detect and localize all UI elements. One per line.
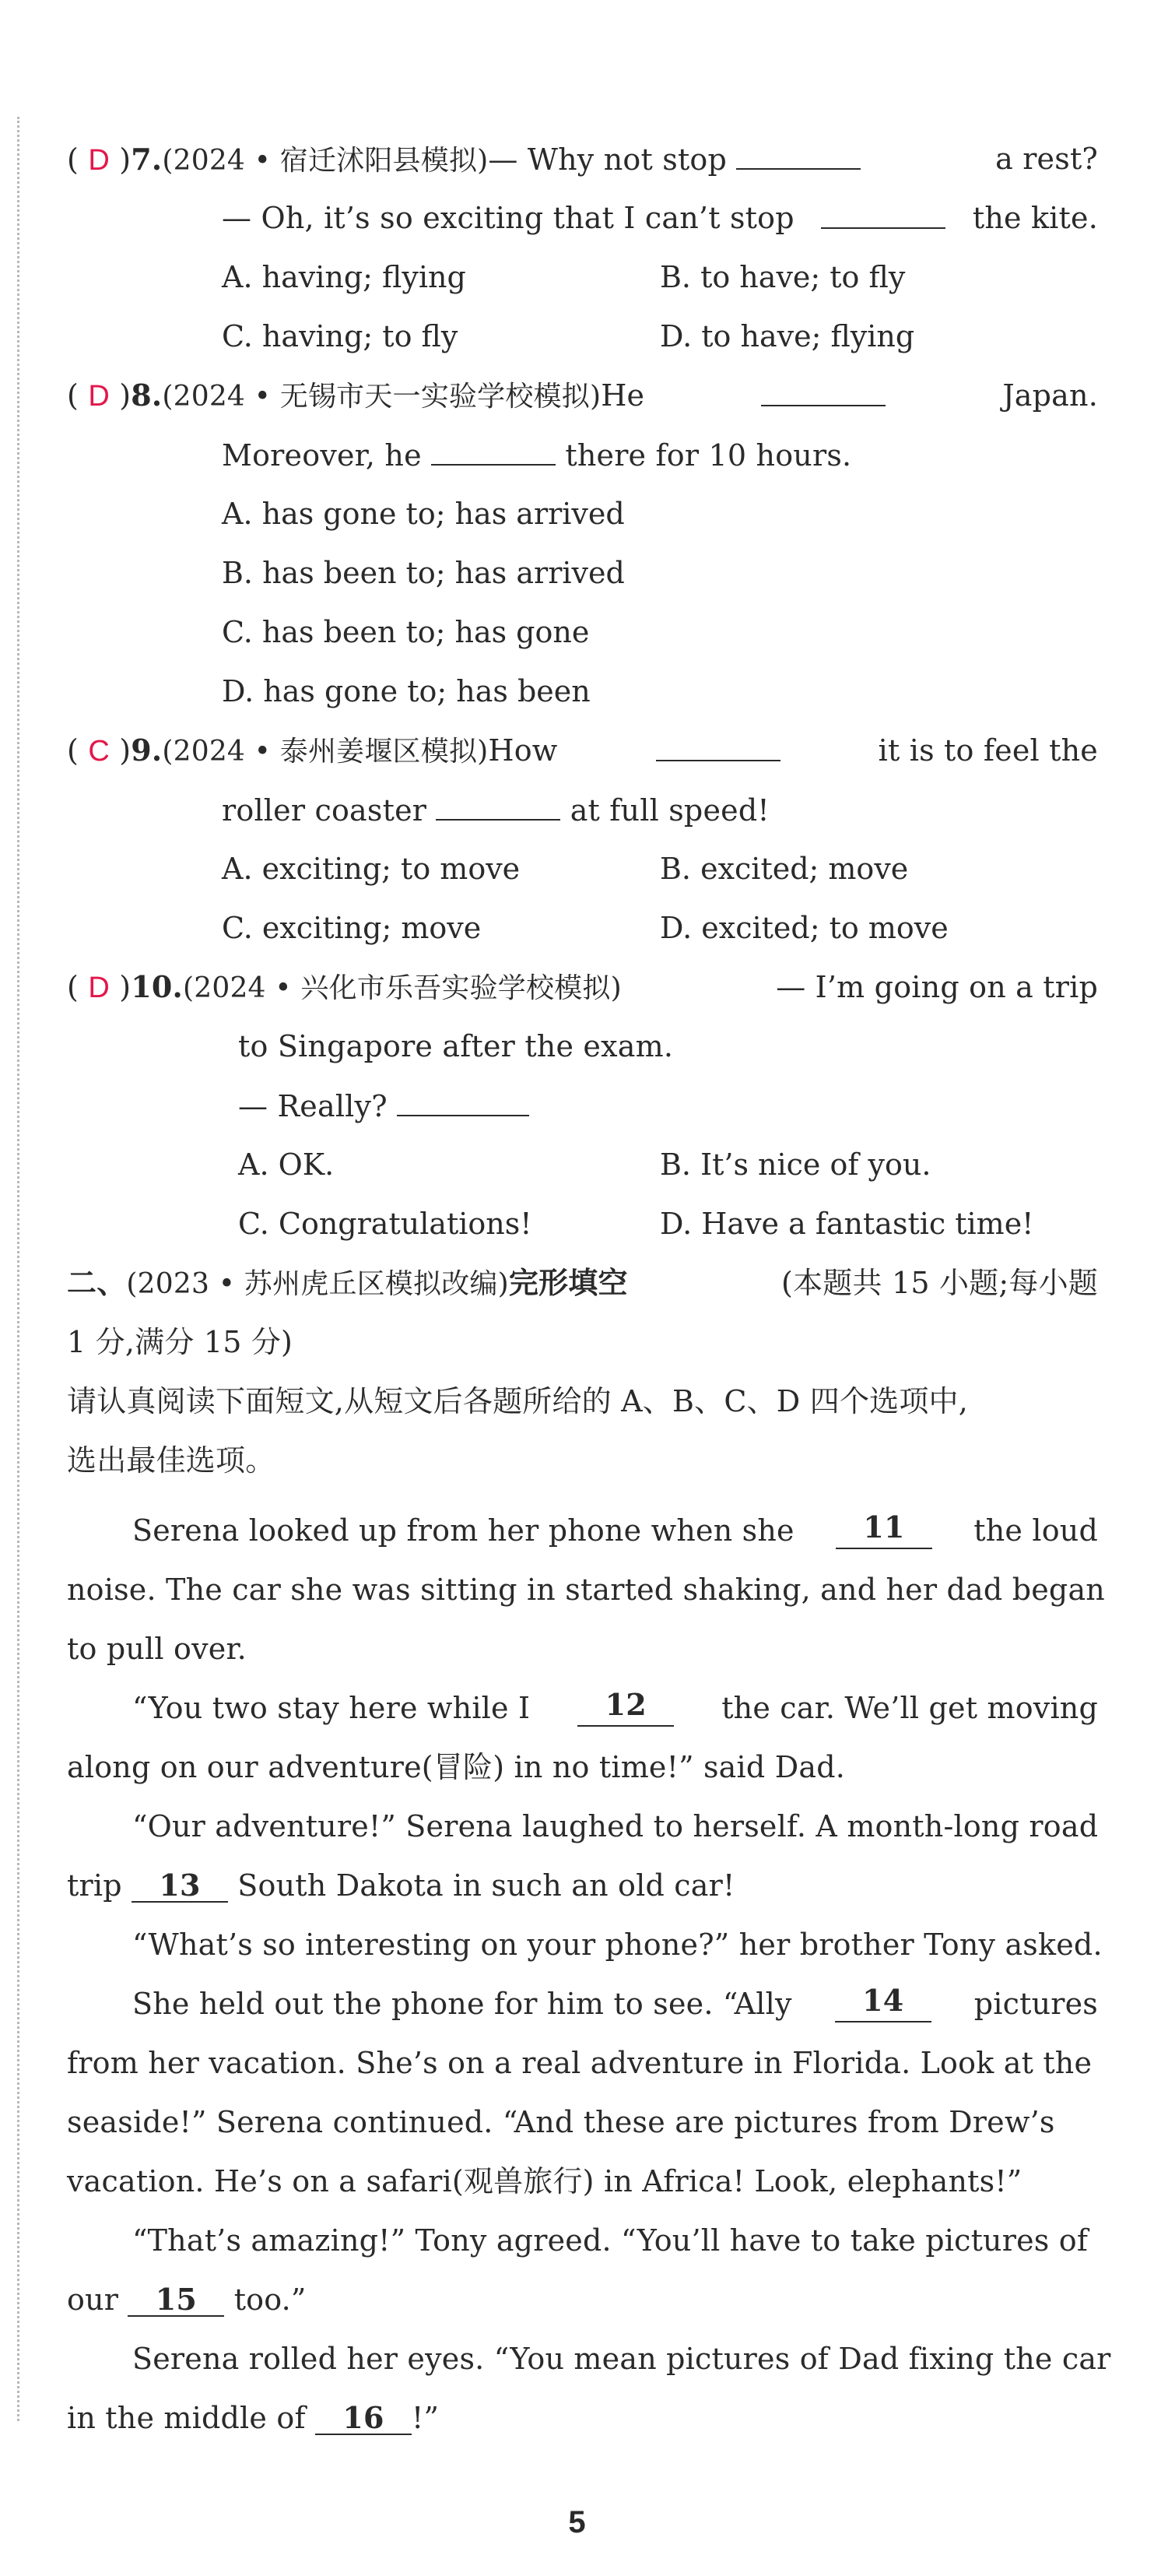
question-9-line-2	[222, 791, 770, 829]
passage-text: “You two stay here while I	[132, 1691, 531, 1725]
passage-text: South Dakota in such an old car!	[237, 1868, 735, 1903]
passage-line: from her vacation. She’s on a real adventure in Florida. Look at the	[67, 2046, 1093, 2080]
option-7c[interactable]: C. having; to fly	[222, 319, 458, 353]
section-2-prefix: 二、	[67, 1265, 127, 1300]
option-8c[interactable]: C. has been to; has gone	[222, 615, 590, 649]
question-7-prompt-end: a rest?	[995, 142, 1098, 176]
cloze-blank-14[interactable]: 14	[835, 1985, 931, 2022]
passage-line: “That’s amazing!” Tony agreed. “You’ll have to take pictures of	[132, 2223, 1089, 2258]
passage-text: !”	[412, 2401, 440, 2435]
section-2-instruction-2: 选出最佳选项。	[67, 1443, 275, 1478]
passage-line	[67, 2399, 439, 2437]
section-2-title: 完形填空	[508, 1265, 628, 1300]
question-7-number: 7.	[131, 142, 163, 177]
passage-text: the loud	[973, 1513, 1098, 1548]
answer-8: D	[88, 380, 110, 413]
option-9a[interactable]: A. exciting; to move	[222, 852, 521, 886]
answer-blank[interactable]	[397, 1087, 529, 1116]
question-8-line-2-end: there for 10 hours.	[565, 438, 852, 473]
answer-blank[interactable]	[656, 732, 780, 761]
passage-text: our	[67, 2283, 119, 2317]
option-10c[interactable]: C. Congratulations!	[238, 1207, 532, 1241]
question-7-source: (2024 • 宿迁沭阳县模拟)	[162, 145, 489, 177]
section-2-source: (2023 • 苏州虎丘区模拟改编)	[126, 1268, 509, 1300]
question-8-line-2-text: Moreover, he	[222, 438, 422, 473]
question-9-line-2-text: roller coaster	[222, 793, 427, 828]
passage-line	[67, 1571, 1105, 1608]
passage-line	[132, 1689, 1098, 1727]
question-8-line-2	[222, 436, 851, 474]
question-7-line-2	[222, 199, 1098, 237]
question-8-number: 8.	[131, 378, 163, 413]
answer-blank[interactable]	[431, 436, 556, 466]
passage-line: “Our adventure!” Serena laughed to herself. A month-long road	[132, 1809, 1099, 1843]
question-7-prompt: — Why not stop	[488, 142, 728, 177]
option-9b[interactable]: B. excited; move	[660, 852, 909, 886]
question-9-source: (2024 • 泰州姜堰区模拟)	[162, 736, 489, 768]
question-10-prompt: — I’m going on a trip	[776, 970, 1098, 1004]
option-8b[interactable]: B. has been to; has arrived	[222, 556, 625, 590]
page-number: 5	[568, 2505, 586, 2539]
answer-7: D	[88, 144, 110, 177]
question-8-line-1: ( D )8.(2024 • 无锡市天一实验学校模拟)He Japan.	[67, 377, 1098, 416]
cloze-blank-11[interactable]: 11	[836, 1512, 932, 1549]
passage-text: in the middle of	[67, 2401, 306, 2435]
cloze-blank-16[interactable]: 16	[315, 2402, 412, 2435]
answer-10: D	[88, 972, 110, 1004]
answer-blank[interactable]	[736, 140, 861, 170]
passage-text: Serena looked up from her phone when she	[132, 1513, 794, 1548]
cloze-blank-15[interactable]: 15	[128, 2284, 224, 2317]
section-2-scoring: (本题共 15 小题;每小题	[781, 1266, 1098, 1300]
question-9-line-1: ( C )9.(2024 • 泰州姜堰区模拟)How it is to feel the	[67, 732, 1098, 771]
answer-blank[interactable]	[821, 199, 945, 229]
question-10-line-3	[238, 1087, 529, 1125]
question-7-line-1: ( D )7.(2024 • 宿迁沭阳县模拟)— Why not stop a rest?	[67, 140, 1098, 180]
answer-9: C	[88, 735, 110, 768]
passage-text: trip	[67, 1868, 122, 1903]
section-2-scoring-2: 1 分,满分 15 分)	[67, 1325, 293, 1359]
binding-margin-line	[17, 117, 19, 2421]
section-2-heading	[67, 1264, 1098, 1303]
question-10-number: 10.	[131, 969, 183, 1004]
option-9d[interactable]: D. excited; to move	[660, 911, 949, 945]
option-9c[interactable]: C. exciting; move	[222, 911, 482, 945]
option-10d[interactable]: D. Have a fantastic time!	[660, 1207, 1034, 1241]
option-10b[interactable]: B. It’s nice of you.	[660, 1147, 931, 1182]
passage-line	[67, 2281, 307, 2318]
question-9-line-2-end: at full speed!	[570, 793, 770, 828]
question-10-line-2: to Singapore after the exam.	[238, 1029, 674, 1063]
question-10-line-1: ( D )10.(2024 • 兴化市乐吾实验学校模拟) — I’m going on a trip	[67, 968, 1098, 1007]
question-8-prompt: He	[601, 378, 645, 413]
question-8-source: (2024 • 无锡市天一实验学校模拟)	[162, 381, 602, 413]
passage-line	[67, 1867, 735, 1904]
option-8a[interactable]: A. has gone to; has arrived	[222, 497, 625, 531]
passage-text: noise. The car she was sitting in started shaking, and her dad began	[67, 1573, 1105, 1607]
passage-line: seaside!” Serena continued. “And these are pictures from Drew’s	[67, 2105, 1055, 2139]
option-8d[interactable]: D. has gone to; has been	[222, 674, 591, 708]
option-7d[interactable]: D. to have; flying	[660, 319, 915, 353]
section-2-instruction-1: 请认真阅读下面短文,从短文后各题所给的 A、B、C、D 四个选项中,	[67, 1384, 969, 1418]
question-7-response-end: the kite.	[972, 201, 1098, 235]
question-7-response: — Oh, it’s so exciting that I can’t stop	[222, 201, 794, 235]
passage-line: to pull over.	[67, 1632, 247, 1666]
cloze-blank-13[interactable]: 13	[132, 1870, 228, 1903]
question-9-number: 9.	[131, 733, 163, 768]
passage-line: “What’s so interesting on your phone?” her brother Tony asked.	[132, 1928, 1103, 1962]
passage-text: pictures	[973, 1987, 1098, 2021]
question-9-prompt-end: it is to feel the	[878, 733, 1098, 768]
question-9-prompt: How	[488, 733, 558, 768]
option-7b[interactable]: B. to have; to fly	[660, 260, 906, 294]
passage-line	[132, 1509, 1098, 1549]
cloze-blank-12[interactable]: 12	[577, 1689, 674, 1727]
option-7a[interactable]: A. having; flying	[222, 260, 466, 294]
passage-text: the car. We’ll get moving	[721, 1691, 1098, 1725]
passage-line	[132, 1985, 1098, 2022]
question-8-prompt-end: Japan.	[1002, 378, 1098, 413]
passage-line: Serena rolled her eyes. “You mean pictures of Dad fixing the car	[132, 2342, 1111, 2376]
answer-blank[interactable]	[761, 377, 886, 406]
option-10a[interactable]: A. OK.	[238, 1147, 335, 1182]
answer-blank[interactable]	[436, 791, 560, 821]
passage-line: vacation. He’s on a safari(观兽旅行) in Africa! Look, elephants!”	[67, 2164, 1022, 2198]
passage-text: too.”	[233, 2283, 307, 2317]
passage-text: She held out the phone for him to see. “Ally	[132, 1987, 792, 2021]
passage-line: along on our adventure(冒险) in no time!” said Dad.	[67, 1750, 846, 1784]
question-10-line-3-text: — Really?	[238, 1089, 388, 1123]
question-10-source: (2024 • 兴化市乐吾实验学校模拟)	[183, 972, 622, 1004]
